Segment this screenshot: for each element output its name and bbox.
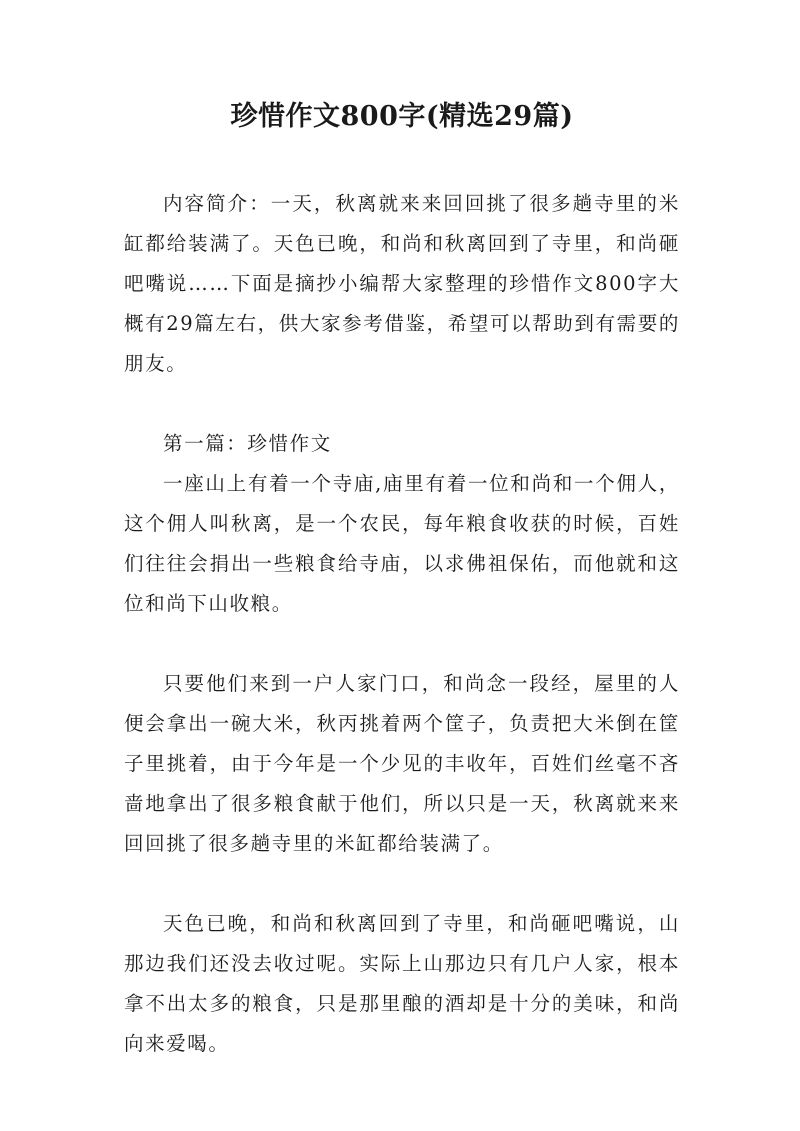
- section-heading: 第一篇：珍惜作文: [163, 432, 332, 455]
- body-paragraph-3: 天色已晚，和尚和秋离回到了寺里，和尚砸吧嘴说，山那边我们还没去收过呢。实际上山那边只有几户人家，根本拿不出太多的粮食，只是那里酿的酒却是十分的美味，和尚向来爱喝。: [124, 912, 680, 1055]
- body-paragraph-1: 一座山上有着一个寺庙,庙里有着一位和尚和一个佣人，这个佣人叫秋离，是一个农民，每年粮食收获的时候，百姓们往往会捐出一些粮食给寺庙，以求佛祖保佑，而他就和这位和尚下山收粮。: [124, 472, 680, 615]
- intro-paragraph: 内容简介：一天，秋离就来来回回挑了很多趟寺里的米缸都给装满了。天色已晚，和尚和秋离回到了寺里，和尚砸吧嘴说……下面是摘抄小编帮大家整理的珍惜作文800字大概有29篇左右，供大家参考借鉴，希望可以帮助到有需要的朋友。: [124, 192, 680, 375]
- document-title: 珍惜作文800字(精选29篇): [230, 101, 574, 132]
- body-paragraph-2: 只要他们来到一户人家门口，和尚念一段经，屋里的人便会拿出一碗大米，秋丙挑着两个筐子，负责把大米倒在筐子里挑着，由于今年是一个少见的丰收年，百姓们丝毫不吝啬地拿出了很多粮食献于他们，所以只是一天，秋离就来来回回挑了很多趟寺里的米缸都给装满了。: [124, 672, 680, 855]
- document-page: [124, 96, 680, 1064]
